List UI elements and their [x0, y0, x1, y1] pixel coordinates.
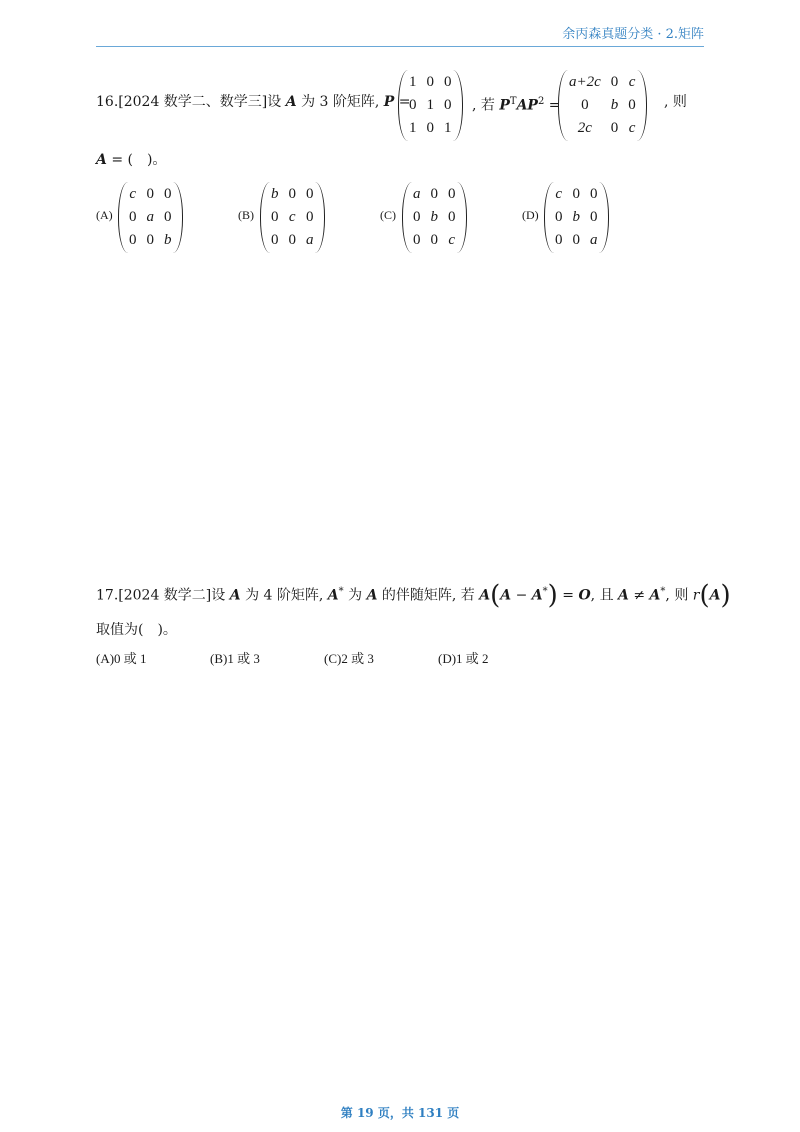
q17-var-A: A	[531, 587, 543, 604]
q16-var-AP: AP	[516, 97, 538, 114]
q16-option-label: (A)	[96, 208, 113, 222]
q16-stem	[96, 92, 411, 112]
q16-var-A: A	[285, 94, 297, 110]
q17-text: 的伴随矩阵, 若	[381, 587, 475, 604]
q17-star: *	[542, 586, 548, 597]
q16-blank: = ( )。	[111, 152, 167, 168]
matrix-cell: 0	[628, 97, 636, 113]
matrix-cell: 0	[146, 232, 154, 248]
matrix-cell: 1	[409, 74, 417, 90]
matrix-cell: 0	[572, 232, 580, 248]
q17-var-A: A	[366, 587, 378, 604]
q16-var-P: P	[383, 94, 395, 110]
q16-text: 设	[267, 94, 282, 110]
matrix-cell: 0	[306, 209, 314, 225]
matrix-cell: 0	[426, 120, 434, 136]
matrix-cell: 0	[409, 97, 417, 113]
q16-equals: =	[548, 97, 561, 114]
q17-var-A: A	[618, 587, 629, 604]
q17-text: 为	[348, 587, 363, 604]
header-title: 余丙森真题分类 · 2.矩阵	[562, 27, 704, 42]
q17-source: [2024 数学二]	[118, 587, 212, 604]
matrix-cell: 1	[426, 97, 434, 113]
q17-blank: 取值为( )。	[96, 622, 177, 638]
q17-rank-r: r	[692, 587, 700, 604]
q16-text: , 则	[664, 94, 687, 110]
matrix-cell: 0	[146, 186, 154, 202]
matrix-cell: 0	[555, 209, 563, 225]
q17-choice: (B)1 或 3	[210, 651, 260, 666]
matrix-cell: 0	[610, 120, 619, 136]
matrix-cell: c	[628, 120, 636, 136]
q17-neq: ≠	[628, 587, 650, 604]
q17-paren: (	[699, 580, 710, 611]
matrix-cell: 0	[448, 186, 456, 202]
matrix-cell: 0	[444, 74, 452, 90]
matrix-cell: 0	[288, 186, 296, 202]
q17-equals: =	[557, 587, 579, 604]
running-header	[96, 26, 704, 47]
page-number: 第 19 页，共 131 页	[340, 1106, 460, 1120]
q17-star: *	[338, 586, 344, 597]
matrix-cell: 0	[164, 209, 172, 225]
matrix-cell: 1	[409, 120, 417, 136]
matrix-cell: 1	[444, 120, 452, 136]
matrix-cell: 0	[413, 232, 421, 248]
matrix-cell: 0	[448, 209, 456, 225]
q16-option-matrix	[118, 182, 183, 253]
q17-text: , 则	[665, 587, 689, 604]
matrix-cell: 0	[572, 186, 580, 202]
q17-paren: )	[720, 580, 731, 611]
q17-var-A: A	[479, 587, 491, 604]
q16-sup-T: T	[509, 96, 517, 107]
matrix-cell: 0	[288, 232, 296, 248]
q17-var-A: A	[500, 587, 512, 604]
q16-option-matrix	[260, 182, 325, 253]
matrix-cell: c	[628, 74, 636, 90]
q16-number: 16.	[96, 94, 119, 110]
q16-var-A: A	[96, 152, 107, 168]
matrix-cell: a	[590, 232, 598, 248]
q17-star: *	[660, 586, 666, 597]
q17-minus: −	[511, 587, 532, 604]
q16-tail	[664, 92, 687, 112]
q17-text: 设	[211, 587, 226, 604]
q17-line2	[96, 620, 177, 640]
q16-source: [2024 数学二、数学三]	[118, 94, 268, 110]
matrix-rhs	[558, 70, 647, 141]
q17-var-A: A	[649, 587, 661, 604]
matrix-P	[398, 70, 463, 141]
q16-option-label: (C)	[380, 208, 396, 222]
q17-number: 17.	[96, 587, 119, 604]
matrix-cell: a+2c	[569, 74, 601, 90]
matrix-cell: b	[610, 97, 619, 113]
q16-equals: =	[398, 94, 411, 110]
q17-stem	[96, 580, 731, 611]
matrix-cell: 0	[129, 209, 137, 225]
q16-text: , 若	[472, 97, 495, 114]
q16-option-matrix	[402, 182, 467, 253]
matrix-cell: b	[164, 232, 172, 248]
matrix-cell: 0	[426, 74, 434, 90]
q16-condition	[472, 92, 561, 116]
q16-option-label: (D)	[522, 208, 539, 222]
matrix-cell: 0	[590, 186, 598, 202]
q16-var-P: P	[499, 97, 510, 114]
matrix-cell: 0	[413, 209, 421, 225]
matrix-cell: b	[430, 209, 438, 225]
matrix-cell: a	[413, 186, 421, 202]
matrix-cell: 0	[306, 186, 314, 202]
matrix-cell: 0	[164, 186, 172, 202]
q17-var-A: A	[229, 587, 241, 604]
q17-var-O: O	[578, 587, 591, 604]
matrix-cell: 0	[129, 232, 137, 248]
page-footer	[0, 1104, 800, 1121]
q17-paren: )	[547, 580, 558, 611]
matrix-cell: 0	[555, 232, 563, 248]
q17-choice: (A)0 或 1	[96, 651, 147, 666]
matrix-cell: 0	[581, 97, 589, 113]
q16-line2	[96, 150, 166, 170]
q17-paren: (	[490, 580, 501, 611]
q17-choice: (C)2 或 3	[324, 651, 374, 666]
q17-text: , 且	[590, 587, 614, 604]
matrix-cell: 0	[271, 209, 279, 225]
matrix-cell: c	[129, 186, 137, 202]
matrix-cell: 0	[430, 232, 438, 248]
matrix-cell: 2c	[577, 120, 592, 136]
matrix-cell: b	[572, 209, 580, 225]
matrix-cell: c	[448, 232, 456, 248]
matrix-cell: b	[271, 186, 279, 202]
q16-option-label: (B)	[238, 208, 254, 222]
matrix-cell: a	[306, 232, 314, 248]
matrix-cell: a	[146, 209, 154, 225]
q16-text: 为 3 阶矩阵,	[301, 94, 380, 110]
matrix-cell: 0	[610, 74, 619, 90]
matrix-cell: 0	[444, 97, 452, 113]
q17-var-A: A	[327, 587, 339, 604]
matrix-cell: c	[288, 209, 296, 225]
q16-option-matrix	[544, 182, 609, 253]
q17-text: 为 4 阶矩阵,	[245, 587, 324, 604]
matrix-cell: 0	[271, 232, 279, 248]
q17-var-A: A	[709, 587, 721, 604]
matrix-cell: 0	[590, 209, 598, 225]
q16-sup-2: 2	[537, 96, 545, 107]
matrix-cell: c	[555, 186, 563, 202]
matrix-cell: 0	[430, 186, 438, 202]
q17-choice: (D)1 或 2	[438, 651, 489, 666]
